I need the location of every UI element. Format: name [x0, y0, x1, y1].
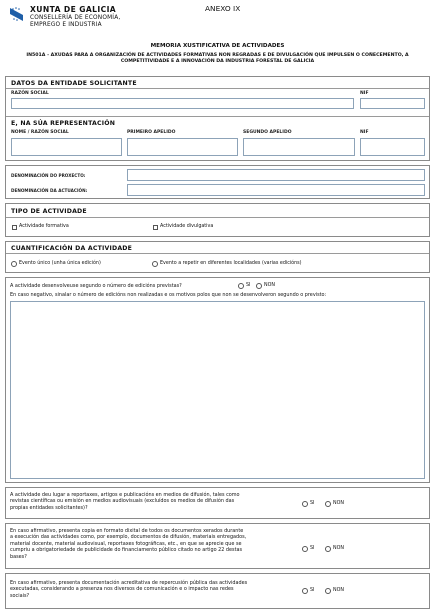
publicity-yes-label: SI	[310, 546, 315, 551]
media-question-panel	[5, 487, 430, 519]
editions-question: A actividade desenvolveuse segundo o número de edicións previstas?	[10, 283, 182, 289]
rep-name-label: NOME / RAZÓN SOCIAL	[11, 130, 69, 135]
subtitle-line-2: COMPETITIVIDADE E A INNOVACIÓN DA INDUSTRIA FORESTAL DE GALICIA	[120, 59, 315, 64]
publicity-question-line-4: cumpriu a obrigatoriedade de publicidade do financiamento público citado no artigo 22 destas	[10, 547, 243, 554]
media-yes-radio[interactable]	[302, 501, 308, 507]
editions-yes-radio[interactable]	[238, 283, 244, 289]
training-activity-checkbox[interactable]	[12, 225, 17, 230]
activity-type-title: TIPO DE ACTIVIDADE	[11, 208, 87, 215]
publicity-no-radio[interactable]	[325, 546, 331, 552]
activity-type-panel	[5, 203, 430, 237]
impact-question-line-3: sociais?	[10, 592, 30, 599]
rep-surname2-label: SEGUNDO APELIDO	[243, 130, 292, 135]
media-no-label: NON	[333, 501, 344, 506]
representative-section-title: E, NA SÚA REPRESENTACIÓN	[11, 120, 116, 127]
document-subtitle	[10, 53, 425, 65]
media-question-line-3: propias entidades solicitantes)?	[10, 504, 88, 511]
org-name: XUNTA DE GALICIA	[30, 5, 117, 14]
publicity-question-text	[10, 528, 246, 560]
divider	[6, 217, 429, 218]
editions-no-label: NON	[264, 283, 275, 288]
impact-no-label: NON	[333, 588, 344, 593]
editions-negative-note: En caso negativo, sinalar o número de edicións non realizadas e os motivos polos que non se desenvolveron segundo o previsto:	[10, 292, 327, 298]
applicant-panel	[5, 76, 430, 161]
impact-question-panel	[5, 573, 430, 609]
project-label: DENOMINACIÓN DO PROXECTO:	[11, 173, 86, 178]
publicity-yes-radio[interactable]	[302, 546, 308, 552]
entity-name-label: RAZÓN SOCIAL	[11, 91, 49, 96]
entity-section-title: DATOS DA ENTIDADE SOLICITANTE	[11, 80, 137, 87]
action-label: DENOMINACIÓN DA ACTUACIÓN:	[11, 188, 88, 193]
impact-no-radio[interactable]	[325, 588, 331, 594]
department-name	[30, 15, 120, 29]
impact-question-line-1: En caso afirmativo, presenta documentación acreditativa de repercusión pública das actividades	[10, 580, 248, 586]
repeated-event-label: Evento a repetir en diferentes localidades (varias edicións)	[160, 261, 302, 266]
publicity-question-line-1: En caso afirmativo, presenta copia en formato dixital de todos os documentos xerados durante	[10, 528, 244, 534]
xunta-logo-icon	[10, 5, 23, 27]
divider	[6, 116, 429, 117]
repeated-event-radio[interactable]	[152, 261, 158, 267]
rep-nif-label: NIF	[360, 130, 369, 135]
publicity-question-line-2: a execución das actividades como, por exemplo, documentos de difusión, materiais entregados,	[10, 534, 247, 541]
department-line-1: CONSELLERÍA DE ECONOMÍA,	[30, 15, 121, 21]
editions-panel	[5, 277, 430, 483]
publicity-question-panel	[5, 523, 430, 569]
subtitle-line-1: IN501A - AXUDAS PARA A ORGANIZACIÓN DE ACTIVIDADES FORMATIVAS NON REGRADAS E DE DIVULGACIÓN QUE IMPULSEN O COÑECEMENTO, A	[26, 53, 409, 58]
quantification-title: CUANTIFICACIÓN DA ACTIVIDADE	[11, 245, 133, 252]
impact-question-line-2: executadas, considerando a presenza nos diversos de comunicación e o impacto nas redes	[10, 586, 234, 593]
impact-question-text	[10, 580, 247, 599]
entity-name-field[interactable]	[11, 98, 354, 109]
project-field[interactable]	[127, 169, 425, 181]
media-question-text	[10, 492, 240, 511]
media-yes-label: SI	[310, 501, 315, 506]
training-activity-label: Actividade formativa	[19, 224, 69, 229]
publicity-question-line-5: bases?	[10, 553, 27, 560]
editions-no-radio[interactable]	[256, 283, 262, 289]
single-event-label: Evento único (unha única edición)	[19, 261, 101, 266]
outreach-activity-label: Actividade divulgativa	[160, 224, 214, 229]
rep-surname1-field[interactable]	[127, 138, 238, 156]
document-title: MEMORIA XUSTIFICATIVA DE ACTIVIDADES	[150, 43, 285, 49]
editions-yes-label: SI	[246, 283, 251, 288]
divider	[6, 253, 429, 254]
rep-name-field[interactable]	[11, 138, 122, 156]
media-question-line-2: revistas científicas ou emisión en medios audiovisuais (excluídos os medios de difusión das	[10, 498, 235, 505]
impact-yes-radio[interactable]	[302, 588, 308, 594]
rep-surname1-label: PRIMEIRO APELIDO	[127, 130, 176, 135]
action-field[interactable]	[127, 184, 425, 196]
media-no-radio[interactable]	[325, 501, 331, 507]
divider	[6, 88, 429, 89]
media-question-line-1: A actividade deu lugar a reportaxes, artigos e publicacións en medios de difusión, tales como	[10, 492, 240, 498]
publicity-no-label: NON	[333, 546, 344, 551]
outreach-activity-checkbox[interactable]	[153, 225, 158, 230]
project-panel	[5, 165, 430, 199]
single-event-radio[interactable]	[11, 261, 17, 267]
rep-surname2-field[interactable]	[243, 138, 355, 156]
editions-reason-textarea[interactable]	[10, 301, 425, 479]
impact-yes-label: SI	[310, 588, 315, 593]
rep-nif-field[interactable]	[360, 138, 425, 156]
annex-label: ANEXO IX	[205, 4, 241, 13]
department-line-2: EMPREGO E INDUSTRIA	[30, 22, 102, 28]
quantification-panel	[5, 241, 430, 273]
entity-nif-label: NIF	[360, 91, 369, 96]
entity-nif-field[interactable]	[360, 98, 425, 109]
publicity-question-line-3: material docente, material audiovisual, reportaxes fotográficas, etc., en que se aprecie que se	[10, 540, 242, 547]
